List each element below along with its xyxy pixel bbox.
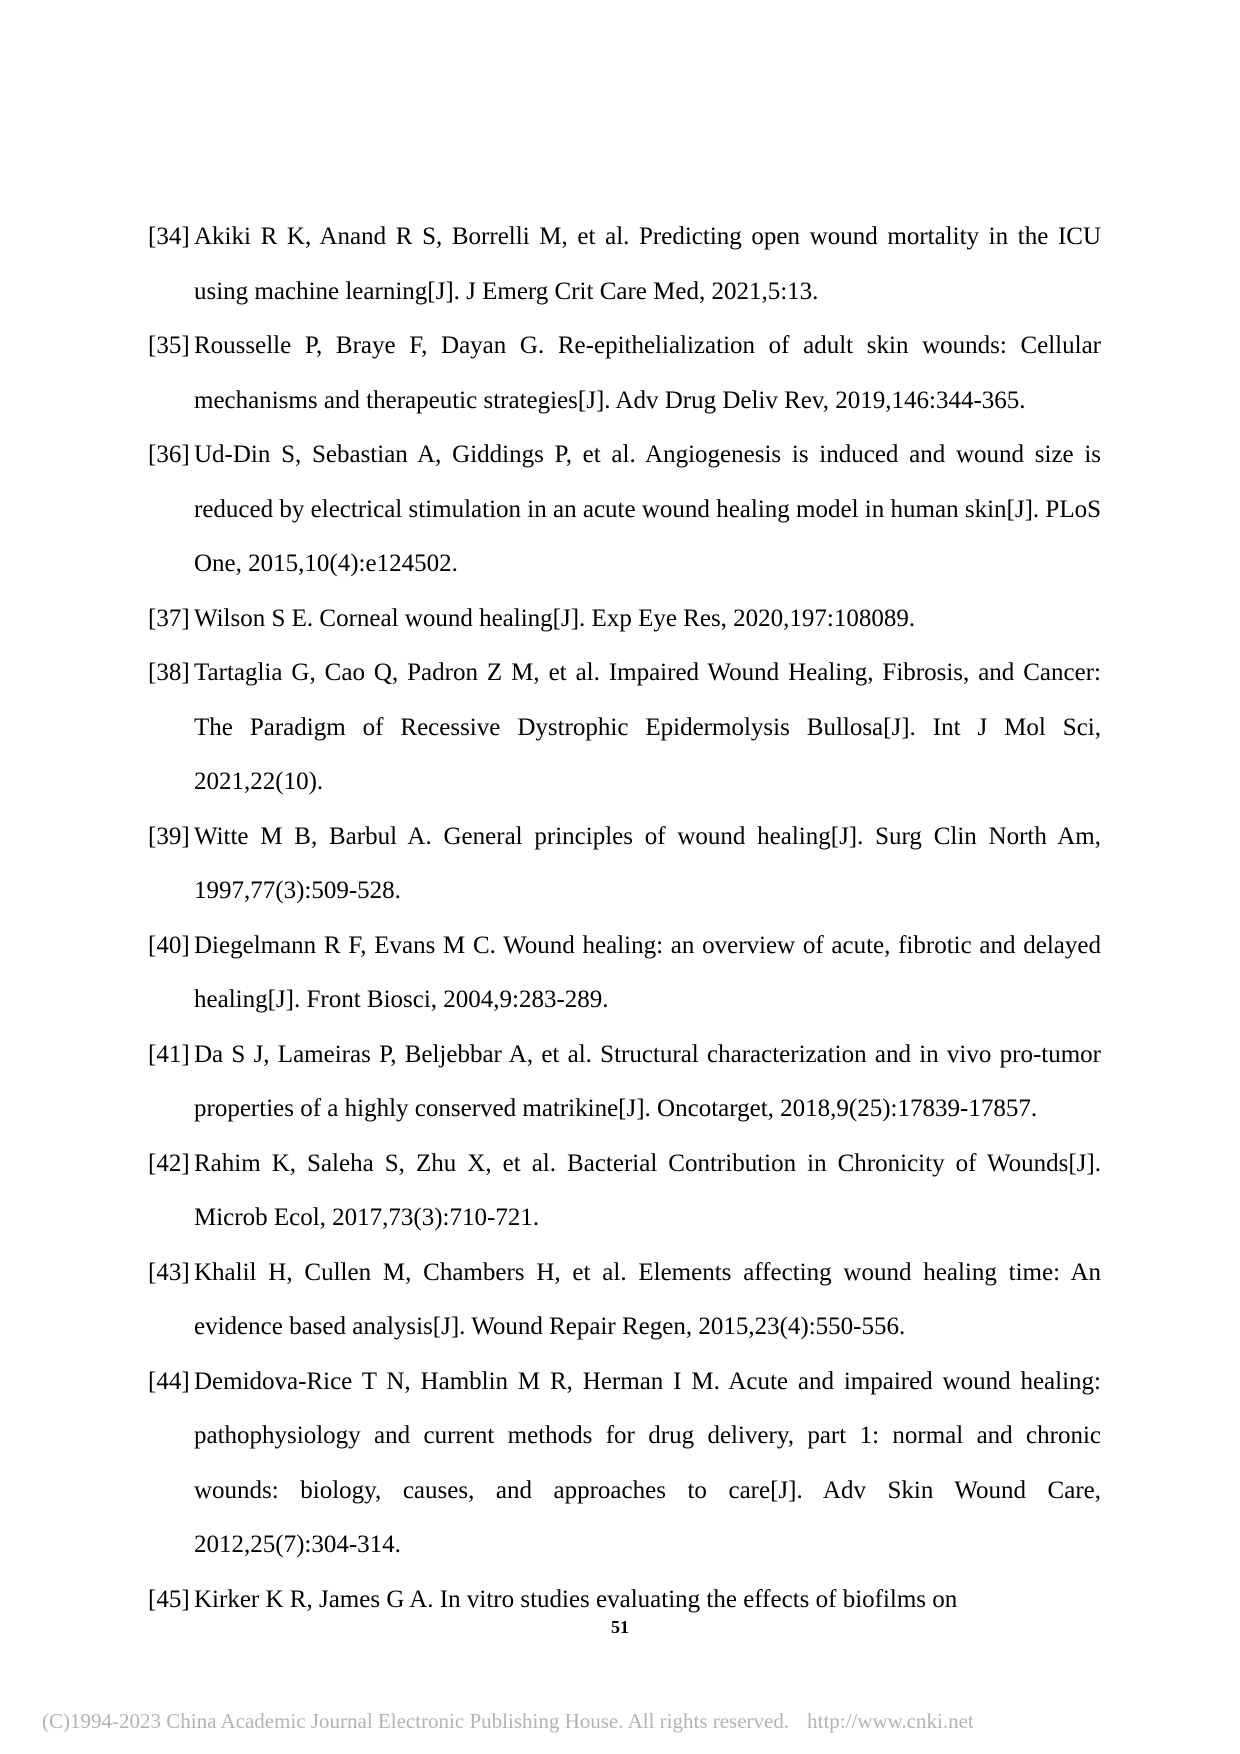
footer-url: http://www.cnki.net <box>807 1709 974 1733</box>
reference-text: Rahim K, Saleha S, Zhu X, et al. Bacterial Contribution in Chronicity of Wounds[J]. Microb Ecol, 2017,73(3):710-721. <box>194 1149 1101 1231</box>
reference-item <box>148 646 1101 810</box>
reference-number: [38] <box>148 659 190 686</box>
reference-number: [34] <box>148 223 190 250</box>
reference-number: [43] <box>148 1258 190 1286</box>
reference-text: Demidova-Rice T N, Hamblin M R, Herman I M. Acute and impaired wound healing: pathophysiology and current methods for drug delivery, part 1: normal and chronic wounds: biology, causes, and approaches to care[J]. Adv Skin Wound Care, 2012,25(7):304-314. <box>194 1367 1101 1558</box>
reference-item <box>148 919 1101 1028</box>
reference-text: Diegelmann R F, Evans M C. Wound healing: an overview of acute, fibrotic and delayed healing[J]. Front Biosci, 2004,9:283-289. <box>194 931 1101 1013</box>
reference-number: [36] <box>148 441 190 468</box>
reference-text: Wilson S E. Corneal wound healing[J]. Exp Eye Res, 2020,197:108089. <box>194 604 916 632</box>
reference-number: [37] <box>148 604 190 632</box>
reference-number: [35] <box>148 332 190 359</box>
reference-item <box>148 319 1101 428</box>
reference-text: Ud-Din S, Sebastian A, Giddings P, et al. Angiogenesis is induced and wound size is reduced by electrical stimulation in an acute wound healing model in human skin[J]. PLoS One, 2015,10(4):e124502. <box>194 441 1101 577</box>
reference-item <box>148 1137 1101 1246</box>
reference-number: [40] <box>148 931 190 959</box>
reference-item <box>148 592 1101 647</box>
reference-text: Kirker K R, James G A. In vitro studies evaluating the effects of biofilms on <box>194 1585 958 1613</box>
reference-number: [41] <box>148 1040 190 1068</box>
reference-item <box>148 428 1101 592</box>
reference-text: Rousselle P, Braye F, Dayan G. Re-epithelialization of adult skin wounds: Cellular mechanisms and therapeutic strategies[J]. Adv Drug Deliv Rev, 2019,146:344-365. <box>194 332 1101 414</box>
reference-item <box>148 1028 1101 1137</box>
reference-text: Akiki R K, Anand R S, Borrelli M, et al. Predicting open wound mortality in the ICU using machine learning[J]. J Emerg Crit Care Med, 2021,5:13. <box>194 223 1101 305</box>
reference-number: [44] <box>148 1367 190 1395</box>
reference-number: [39] <box>148 822 190 850</box>
reference-text: Witte M B, Barbul A. General principles of wound healing[J]. Surg Clin North Am, 1997,77(3):509-528. <box>194 822 1101 904</box>
reference-item <box>148 210 1101 319</box>
reference-text: Da S J, Lameiras P, Beljebbar A, et al. Structural characterization and in vivo pro-tumor properties of a highly conserved matrikine[J]. Oncotarget, 2018,9(25):17839-17857. <box>194 1040 1101 1122</box>
reference-number: [42] <box>148 1149 190 1177</box>
reference-item <box>148 1246 1101 1355</box>
copyright-footer <box>42 1709 974 1734</box>
reference-item <box>148 810 1101 919</box>
reference-item <box>148 1355 1101 1573</box>
reference-text: Tartaglia G, Cao Q, Padron Z M, et al. Impaired Wound Healing, Fibrosis, and Cancer: The Paradigm of Recessive Dystrophic Epidermolysis Bullosa[J]. Int J Mol Sci, 2021,22(10). <box>194 659 1101 795</box>
reference-list <box>148 210 1101 1627</box>
copyright-text: (C)1994-2023 China Academic Journal Electronic Publishing House. All rights reserved. <box>42 1709 790 1733</box>
page-number: 51 <box>611 1617 629 1637</box>
reference-number: [45] <box>148 1585 190 1613</box>
reference-text: Khalil H, Cullen M, Chambers H, et al. Elements affecting wound healing time: An evidence based analysis[J]. Wound Repair Regen, 2015,23(4):550-556. <box>194 1258 1101 1340</box>
